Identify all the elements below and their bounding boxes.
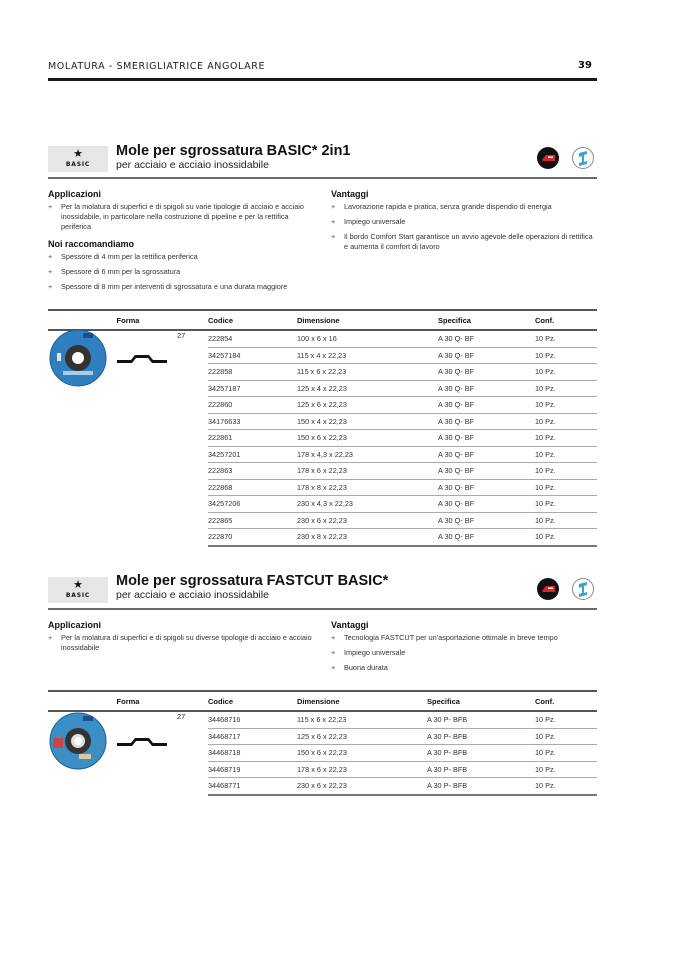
section-title: Mole per sgrossatura BASIC* 2in1: [116, 143, 351, 159]
cell-dimensione: 178 x 4,3 x 22,23: [297, 446, 438, 463]
cell-dimensione: 230 x 6 x 22,23: [297, 778, 427, 795]
cell-conf: 10 Pz.: [535, 728, 597, 745]
cell-codice: 34176633: [208, 413, 297, 430]
cell-conf: 10 Pz.: [535, 364, 597, 381]
cell-conf: 10 Pz.: [535, 347, 597, 364]
cell-codice: 34468717: [208, 728, 297, 745]
cell-dimensione: 178 x 6 x 22,23: [297, 761, 427, 778]
page-number: 39: [578, 60, 592, 71]
cell-codice: 222865: [208, 512, 297, 529]
cell-codice: 222854: [208, 330, 297, 347]
cell-specifica: A 30 Q- BF: [438, 430, 535, 447]
star-icon: ★: [73, 148, 83, 160]
basic-badge: [48, 146, 108, 172]
cell-conf: 10 Pz.: [535, 479, 597, 496]
cell-dimensione: 150 x 6 x 22,23: [297, 430, 438, 447]
type-27-profile-icon: [117, 734, 167, 752]
applicazioni-heading: Applicazioni: [48, 620, 102, 630]
cell-codice: 222863: [208, 463, 297, 480]
col-forma: Forma: [48, 691, 208, 711]
col-conf: Conf.: [535, 310, 597, 330]
list-item: + Per la molatura di superfici e di spigoli su diverse tipologie di acciaio e acciaio inossidabile: [48, 633, 312, 652]
col-specifica: Specifica: [427, 691, 535, 711]
cell-specifica: A 30 P- BFB: [427, 745, 535, 762]
cell-dimensione: 115 x 4 x 22,23: [297, 347, 438, 364]
cell-codice: 34468771: [208, 778, 297, 795]
cell-specifica: A 30 Q- BF: [438, 512, 535, 529]
cell-dimensione: 230 x 6 x 22,23: [297, 512, 438, 529]
cell-specifica: A 30 Q- BF: [438, 446, 535, 463]
cell-specifica: A 30 P- BFB: [427, 711, 535, 728]
vantaggi-heading: Vantaggi: [331, 189, 369, 199]
cell-specifica: A 30 Q- BF: [438, 380, 535, 397]
grinding-disc-image: [49, 712, 107, 775]
cell-conf: 10 Pz.: [535, 745, 597, 762]
cell-dimensione: 115 x 6 x 22,23: [297, 711, 427, 728]
cell-codice: 222870: [208, 529, 297, 546]
list-item: + Tecnologia FASTCUT per un'asportazione ottimale in breve tempo: [331, 633, 558, 642]
vantaggi-list: [331, 202, 597, 257]
steel-beam-icon: [572, 147, 594, 169]
cell-conf: 10 Pz.: [535, 380, 597, 397]
badge-label: BASIC: [65, 592, 91, 599]
cell-codice: 34468718: [208, 745, 297, 762]
applicazioni-list: [48, 633, 316, 658]
cell-dimensione: 115 x 6 x 22,23: [297, 364, 438, 381]
col-specifica: Specifica: [438, 310, 535, 330]
cell-specifica: A 30 Q- BF: [438, 397, 535, 414]
table-row: [48, 711, 597, 728]
cell-specifica: A 30 Q- BF: [438, 364, 535, 381]
page-header-title: MOLATURA - SMERIGLIATRICE ANGOLARE: [48, 61, 266, 72]
cell-codice: 222861: [208, 430, 297, 447]
raccomandiamo-heading: Noi raccomandiamo: [48, 239, 135, 249]
cell-dimensione: 125 x 4 x 22,23: [297, 380, 438, 397]
raccomandiamo-list: [48, 252, 328, 297]
list-item: + Buona durata: [331, 663, 388, 672]
cell-specifica: A 30 Q- BF: [438, 347, 535, 364]
cell-dimensione: 100 x 6 x 16: [297, 330, 438, 347]
steel-beam-icon: [572, 578, 594, 600]
section-title: Mole per sgrossatura FASTCUT BASIC*: [116, 573, 389, 589]
cell-conf: 10 Pz.: [535, 778, 597, 795]
list-item: + Impiego universale: [331, 217, 406, 226]
cell-codice: 34257201: [208, 446, 297, 463]
cell-specifica: A 30 Q- BF: [438, 479, 535, 496]
list-item: + Spessore di 6 mm per la sgrossatura: [48, 267, 181, 276]
cell-conf: 10 Pz.: [535, 496, 597, 513]
cell-dimensione: 125 x 6 x 22,23: [297, 728, 427, 745]
vantaggi-heading: Vantaggi: [331, 620, 369, 630]
cell-dimensione: 178 x 8 x 22,23: [297, 479, 438, 496]
vantaggi-list: [331, 633, 597, 678]
list-item: + Spessore di 4 mm per la rettifica periferica: [48, 252, 198, 261]
cell-conf: 10 Pz.: [535, 463, 597, 480]
cell-dimensione: 178 x 6 x 22,23: [297, 463, 438, 480]
cell-conf: 10 Pz.: [535, 330, 597, 347]
cell-specifica: A 30 Q- BF: [438, 463, 535, 480]
cell-codice: 34468719: [208, 761, 297, 778]
section-subtitle: per acciaio e acciaio inossidabile: [116, 589, 269, 601]
cell-conf: 10 Pz.: [535, 761, 597, 778]
section-rule: [48, 608, 597, 610]
star-icon: ★: [73, 579, 83, 591]
applicazioni-list: [48, 202, 320, 237]
cell-dimensione: 230 x 4,3 x 22,23: [297, 496, 438, 513]
cell-conf: 10 Pz.: [535, 529, 597, 546]
cell-specifica: A 30 Q- BF: [438, 413, 535, 430]
col-codice: Codice: [208, 310, 297, 330]
cell-conf: 10 Pz.: [535, 430, 597, 447]
product-table: [48, 309, 597, 547]
cell-specifica: A 30 P- BFB: [427, 778, 535, 795]
col-codice: Codice: [208, 691, 297, 711]
table-row: [48, 330, 597, 347]
cell-codice: 222860: [208, 397, 297, 414]
section-rule: [48, 177, 597, 179]
cell-specifica: A 30 P- BFB: [427, 728, 535, 745]
badge-label: BASIC: [65, 161, 91, 168]
col-forma: Forma: [48, 310, 208, 330]
cell-specifica: A 30 Q- BF: [438, 529, 535, 546]
cell-conf: 10 Pz.: [535, 512, 597, 529]
applicazioni-heading: Applicazioni: [48, 189, 102, 199]
grinding-disc-image: [49, 329, 107, 392]
cell-dimensione: 230 x 8 x 22,23: [297, 529, 438, 546]
cell-dimensione: 125 x 6 x 22,23: [297, 397, 438, 414]
inox-steel-icon: [537, 147, 559, 169]
cell-conf: 10 Pz.: [535, 446, 597, 463]
col-conf: Conf.: [535, 691, 597, 711]
basic-badge: [48, 577, 108, 603]
cell-codice: 222858: [208, 364, 297, 381]
forma-type-number: 27: [177, 331, 186, 340]
list-item: + Spessore di 8 mm per interventi di sgrossatura e una durata maggiore: [48, 282, 288, 291]
cell-specifica: A 30 Q- BF: [438, 496, 535, 513]
list-item: + Impiego universale: [331, 648, 406, 657]
forma-type-number: 27: [177, 712, 186, 721]
cell-codice: 34257187: [208, 380, 297, 397]
col-dimensione: Dimensione: [297, 691, 427, 711]
col-dimensione: Dimensione: [297, 310, 438, 330]
cell-codice: 34468716: [208, 711, 297, 728]
inox-steel-icon: [537, 578, 559, 600]
list-item: + Lavorazione rapida e pratica, senza grande dispendio di energia: [331, 202, 552, 211]
cell-dimensione: 150 x 4 x 22,23: [297, 413, 438, 430]
cell-conf: 10 Pz.: [535, 413, 597, 430]
cell-conf: 10 Pz.: [535, 397, 597, 414]
list-item: + Il bordo Comfort Start garantisce un avvio agevole delle operazioni di rettifica e aumenta il comfort di lavoro: [331, 232, 593, 251]
cell-dimensione: 150 x 6 x 22,23: [297, 745, 427, 762]
section-subtitle: per acciaio e acciaio inossidabile: [116, 159, 269, 171]
type-27-profile-icon: [117, 351, 167, 369]
cell-codice: 34257184: [208, 347, 297, 364]
cell-conf: 10 Pz.: [535, 711, 597, 728]
cell-codice: 34257206: [208, 496, 297, 513]
header-rule: [48, 78, 597, 81]
cell-specifica: A 30 Q- BF: [438, 330, 535, 347]
list-item: + Per la molatura di superfici e di spigoli su varie tipologie di acciaio e acciaio inossidabile, in particolare nella costruzione di pipeline e per la rettifica periferica: [48, 202, 304, 231]
cell-codice: 222868: [208, 479, 297, 496]
cell-specifica: A 30 P- BFB: [427, 761, 535, 778]
